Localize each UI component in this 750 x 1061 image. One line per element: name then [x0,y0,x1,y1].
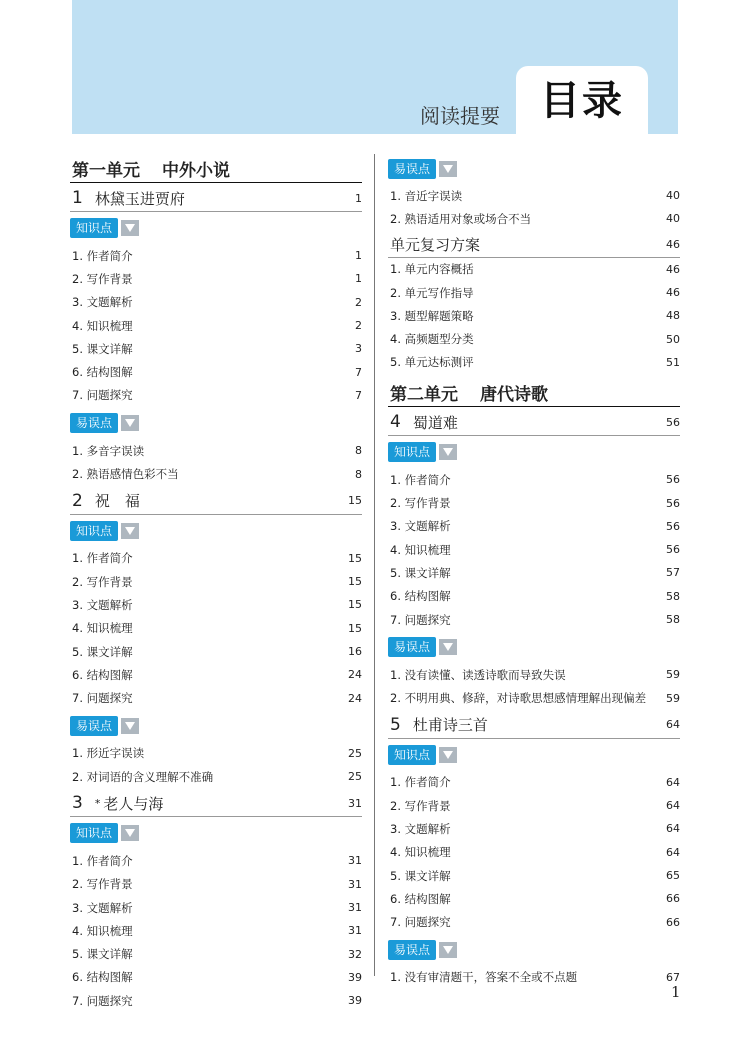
unit-heading: 第二单元 唐代诗歌 [388,378,680,407]
toc-item-title: 4. 知识梳理 [72,621,133,636]
toc-item-title: 4. 知识梳理 [390,542,451,557]
toc-item-title: 1. 音近字误读 [390,188,463,203]
toc-item[interactable] [388,966,680,989]
toc-item-title: 1. 作者简介 [72,248,133,263]
lesson-number: 2 [72,490,83,511]
toc-item[interactable] [388,794,680,817]
toc-item[interactable] [388,663,680,686]
toc-item-title: 7. 问题探究 [390,915,451,930]
toc-item[interactable] [388,585,680,608]
page-ref: 1 [355,191,362,205]
lesson-title: 蜀道难 [412,413,458,432]
toc-left-column [70,154,362,1012]
error-badge: 易误点 [70,413,118,433]
page-ref: 64 [666,799,680,813]
lesson-entry[interactable] [388,712,680,739]
page-ref: 15 [348,621,362,635]
page-ref: 7 [355,388,362,402]
toc-item-title: 2. 不明用典、修辞，对诗歌思想感情理解出现偏差 [390,691,647,706]
toc-item[interactable] [388,686,680,709]
page-ref: 67 [666,970,680,984]
toc-item-title: 1. 作者简介 [390,775,451,790]
page-ref: 56 [666,543,680,557]
toc-item-title: 5. 单元达标测评 [390,355,474,370]
lesson-number: 5 [390,714,401,735]
toc-item-title: 2. 对词语的含义理解不准确 [72,769,214,784]
lesson-entry[interactable] [70,488,362,515]
toc-item-title: 2. 单元写作指导 [390,285,474,300]
toc-item-title: 3. 文题解析 [390,821,451,836]
toc-item[interactable] [388,258,680,281]
knowledge-badge-row [70,515,362,547]
page-ref: 15 [348,551,362,565]
toc-item[interactable] [70,314,362,337]
toc-item[interactable] [70,896,362,919]
page-ref: 7 [355,365,362,379]
page-ref: 58 [666,589,680,603]
toc-item[interactable] [388,561,680,584]
page-ref: 59 [666,668,680,682]
toc-item[interactable] [388,841,680,864]
toc-item-title: 1. 没有读懂、读透诗歌而导致失误 [390,667,566,682]
triangle-down-icon [439,942,457,958]
page-ref: 64 [666,775,680,789]
page-ref: 56 [666,415,680,429]
page-ref: 56 [666,496,680,510]
page-ref: 31 [348,854,362,868]
toc-item[interactable] [70,337,362,360]
page-ref: 25 [348,746,362,760]
page-ref: 59 [666,691,680,705]
toc-item[interactable] [388,491,680,514]
toc-item-title: 3. 文题解析 [390,519,451,534]
page-ref: 2 [355,295,362,309]
lesson-entry[interactable] [388,409,680,436]
toc-item-title: 5. 课文详解 [72,644,133,659]
knowledge-badge-row [388,739,680,771]
toc-item-title: 5. 课文详解 [72,947,133,962]
toc-item[interactable] [70,439,362,462]
page-ref: 65 [666,869,680,883]
page-ref: 15 [348,598,362,612]
error-badge-row [388,631,680,663]
toc-item[interactable] [70,663,362,686]
lesson-entry[interactable] [70,790,362,817]
knowledge-badge: 知识点 [70,218,118,238]
toc-item-title: 2. 写作背景 [390,798,451,813]
lesson-number: 3 [72,793,83,814]
toc-right-column [388,154,680,989]
toc-item-title: 7. 问题探究 [72,691,133,706]
toc-item-title: 1. 作者简介 [390,472,451,487]
toc-item[interactable] [388,538,680,561]
page-ref: 2 [355,319,362,333]
page-ref: 46 [666,238,680,252]
section-title: 单元复习方案 [390,236,481,255]
toc-item-title: 3. 文题解析 [72,597,133,612]
toc-item[interactable] [388,327,680,350]
triangle-down-icon [121,825,139,841]
toc-item[interactable] [70,244,362,267]
page-ref: 58 [666,613,680,626]
toc-item[interactable] [70,686,362,709]
toc-item-title: 5. 课文详解 [390,868,451,883]
toc-item-title: 3. 文题解析 [72,900,133,915]
toc-item-title: 2. 熟语适用对象或场合不当 [390,211,532,226]
knowledge-badge-row [70,817,362,849]
toc-item-title: 7. 问题探究 [390,612,451,627]
toc-item[interactable] [388,771,680,794]
page-ref: 31 [348,877,362,891]
page-ref: 57 [666,566,680,580]
error-badge-row [388,154,680,184]
toc-item-title: 1. 作者简介 [72,853,133,868]
toc-item-title: 1. 单元内容概括 [390,262,474,277]
toc-item[interactable] [388,864,680,887]
lesson-number: 4 [390,412,401,433]
page-ref: 32 [348,947,362,961]
page-ref: 50 [666,332,680,346]
page-ref: 31 [348,901,362,915]
page-ref: 31 [348,924,362,938]
toc-item[interactable] [70,640,362,663]
toc-item[interactable] [388,207,680,230]
lesson-number: 1 [72,188,83,208]
toc-item-title: 6. 结构图解 [72,365,133,380]
page-ref: 25 [348,770,362,784]
toc-item-title: 6. 结构图解 [390,891,451,906]
page-ref: 64 [666,822,680,836]
page-ref: 8 [355,467,362,481]
toc-item-title: 4. 知识梳理 [390,845,451,860]
page-ref: 46 [666,262,680,276]
toc-item-title: 1. 形近字误读 [72,746,145,761]
toc-item[interactable] [70,966,362,989]
page-ref: 39 [348,994,362,1008]
page-ref: 40 [666,189,680,203]
toc-item-title: 7. 问题探究 [72,388,133,403]
toc-item[interactable] [388,515,680,538]
page-ref: 15 [348,494,362,508]
toc-item[interactable] [388,281,680,304]
toc-item[interactable] [70,360,362,383]
error-badge: 易误点 [388,940,436,960]
page-ref: 51 [666,355,680,369]
knowledge-badge-row [388,436,680,468]
toc-item[interactable] [388,608,680,631]
toc-item-title: 2. 写作背景 [390,496,451,511]
knowledge-badge: 知识点 [388,745,436,765]
column-divider [374,154,375,976]
toc-item-title: 2. 写作背景 [72,574,133,589]
toc-item-title: 4. 高频题型分类 [390,332,474,347]
page-ref: 39 [348,970,362,984]
knowledge-badge-row [70,212,362,244]
triangle-down-icon [439,639,457,655]
knowledge-badge: 知识点 [70,521,118,541]
toc-item[interactable] [70,617,362,640]
toc-item-title: 1. 作者简介 [72,551,133,566]
toc-item-title: 1. 多音字误读 [72,443,145,458]
lesson-title: 祝 福 [94,492,140,511]
page-ref: 8 [355,444,362,458]
toc-item[interactable] [388,304,680,327]
subtitle: 阅读提要 [420,104,500,128]
error-badge-row [70,407,362,439]
triangle-down-icon [121,415,139,431]
toc-item[interactable] [70,989,362,1012]
toc-item-title: 3. 文题解析 [72,295,133,310]
toc-item-title: 4. 知识梳理 [72,318,133,333]
knowledge-badge: 知识点 [70,823,118,843]
toc-item[interactable] [70,267,362,290]
toc-item[interactable] [388,911,680,934]
page-ref: 40 [666,212,680,226]
page-ref: 16 [348,645,362,658]
page-ref: 56 [666,519,680,533]
toc-item[interactable] [70,765,362,788]
page-ref: 15 [348,575,362,589]
toc-item[interactable] [70,849,362,872]
page-ref: 66 [666,915,680,929]
toc-item[interactable] [70,384,362,407]
toc-item[interactable] [70,570,362,593]
error-badge: 易误点 [70,716,118,736]
toc-item[interactable] [70,462,362,485]
page-ref: 64 [666,845,680,859]
lesson-title: 杜甫诗三首 [412,716,488,735]
page-ref: 66 [666,892,680,906]
toc-item-title: 6. 结构图解 [72,970,133,985]
page-ref: 46 [666,286,680,300]
toc-item[interactable] [388,184,680,207]
error-badge-row [388,934,680,966]
toc-item-title: 6. 结构图解 [72,667,133,682]
triangle-down-icon [439,747,457,763]
toc-item[interactable] [70,593,362,616]
page-number: 1 [671,983,681,1001]
error-badge: 易误点 [388,159,436,179]
toc-item-title: 1. 没有审清题干，答案不全或不点题 [390,970,578,985]
toc-item-title: 2. 熟语感情色彩不当 [72,467,179,482]
page-ref: 3 [355,342,362,356]
error-badge-row [70,710,362,742]
toc-item[interactable] [70,291,362,314]
page-ref: 24 [348,691,362,705]
triangle-down-icon [121,718,139,734]
page-title: 目录 [540,78,624,124]
page-ref: 64 [666,718,680,732]
page-ref: 1 [355,272,362,286]
unit-heading: 第一单元 中外小说 [70,154,362,183]
page-ref: 31 [348,796,362,810]
triangle-down-icon [121,523,139,539]
toc-item[interactable] [388,351,680,374]
toc-item[interactable] [388,887,680,910]
toc-item[interactable] [388,468,680,491]
error-badge: 易误点 [388,637,436,657]
toc-item-title: 4. 知识梳理 [72,923,133,938]
toc-item[interactable] [70,943,362,966]
triangle-down-icon [121,220,139,236]
asterisk-mark: * [94,796,101,810]
page-ref: 48 [666,309,680,323]
toc-item-title: 2. 写作背景 [72,271,133,286]
toc-item[interactable] [70,547,362,570]
triangle-down-icon [439,444,457,460]
lesson-entry[interactable] [70,185,362,212]
lesson-title: 老人与海 [103,794,164,813]
toc-item-title: 6. 结构图解 [390,589,451,604]
knowledge-badge: 知识点 [388,442,436,462]
triangle-down-icon [439,161,457,177]
toc-item[interactable] [70,919,362,942]
page-ref: 56 [666,473,680,487]
toc-item[interactable] [70,873,362,896]
title-tab [516,66,648,134]
toc-item-title: 5. 课文详解 [72,341,133,356]
toc-item[interactable] [388,817,680,840]
toc-item-title: 5. 课文详解 [390,565,451,580]
lesson-title: 林黛玉进贾府 [94,189,185,208]
page-ref: 1 [355,249,362,263]
toc-item-title: 7. 问题探究 [72,993,133,1008]
toc-item-title: 3. 题型解题策略 [390,308,474,323]
page-ref: 24 [348,668,362,682]
toc-item-title: 2. 写作背景 [72,877,133,892]
toc-item[interactable] [70,742,362,765]
review-section-entry[interactable] [388,233,680,258]
